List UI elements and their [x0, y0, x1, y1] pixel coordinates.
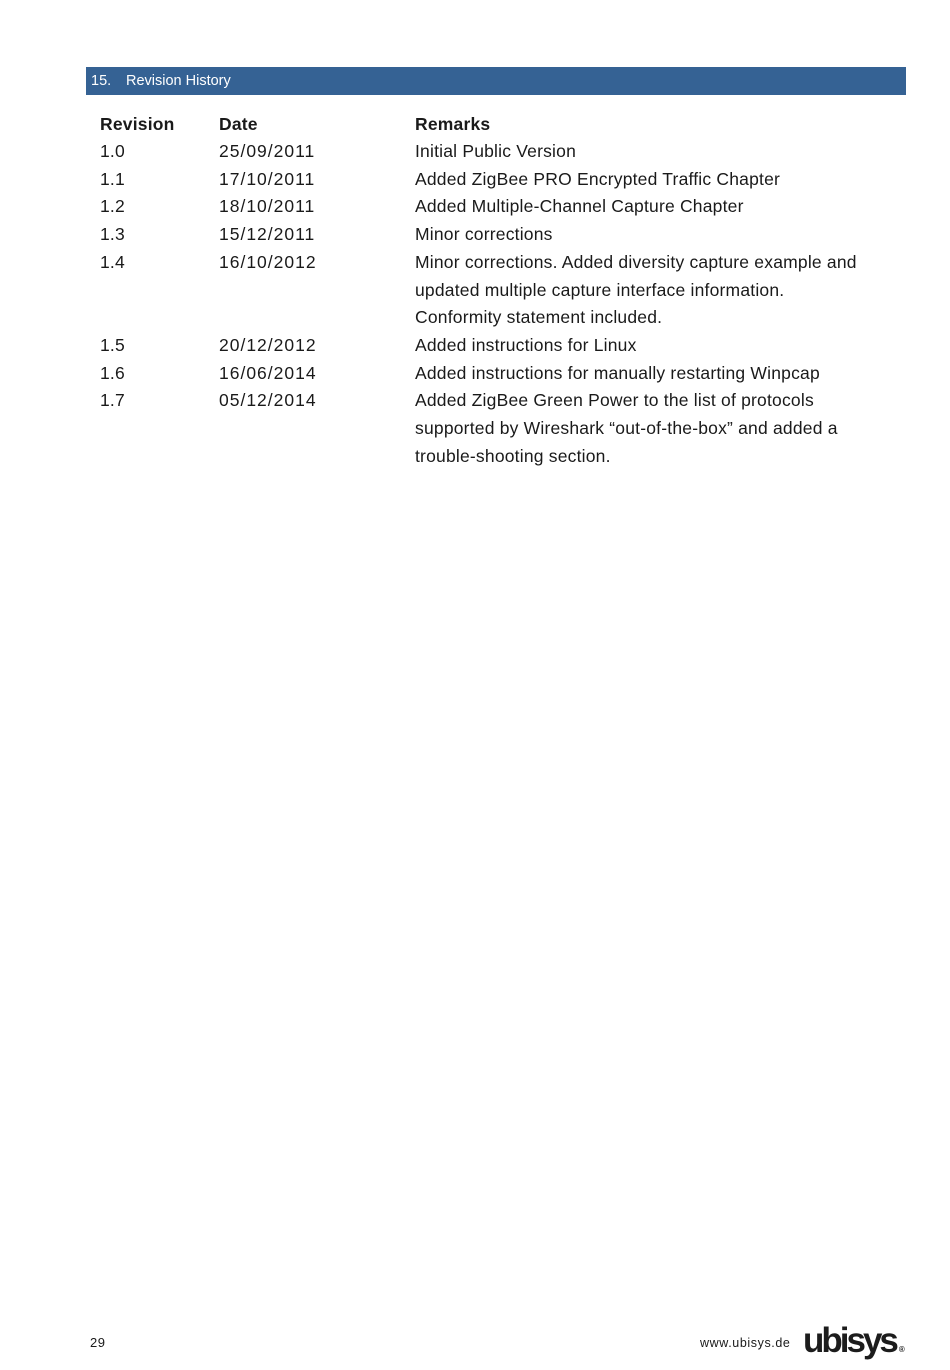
date-cell: 16/10/2012 — [219, 251, 317, 272]
revision-cell: 1.3 — [100, 224, 125, 245]
remarks-cell: Initial Public Version — [415, 141, 577, 161]
header-revision: Revision — [100, 114, 175, 134]
table-row — [100, 166, 880, 194]
remarks-cell: Added instructions for manually restarting Winpcap — [415, 362, 820, 383]
header-date: Date — [219, 114, 258, 134]
logo-wordmark: ubisys — [803, 1321, 896, 1360]
ubisys-logo — [803, 1321, 905, 1370]
revision-cell: 1.4 — [100, 251, 125, 272]
date-cell: 05/12/2014 — [219, 390, 317, 411]
revision-history-table — [100, 110, 880, 470]
registered-mark: ® — [898, 1345, 905, 1354]
remarks-cell: Minor corrections — [415, 224, 553, 245]
footer-website-url: www.ubisys.de — [700, 1336, 791, 1350]
table-row — [100, 360, 880, 388]
remarks-cell: Added instructions for Linux — [415, 334, 637, 355]
remarks-cell: Added ZigBee Green Power to the list of protocols supported by Wireshark “out-of-the-box” and added a trouble-shooting section. — [415, 390, 838, 466]
revision-cell: 1.2 — [100, 196, 125, 217]
date-cell: 20/12/2012 — [219, 334, 317, 355]
date-cell: 16/06/2014 — [219, 362, 317, 383]
header-remarks: Remarks — [415, 114, 491, 134]
revision-cell: 1.6 — [100, 362, 125, 383]
table-row — [100, 193, 880, 221]
revision-cell: 1.5 — [100, 334, 125, 355]
section-number: 15. — [91, 73, 112, 89]
table-header-row — [100, 110, 880, 138]
revision-cell: 1.0 — [100, 141, 125, 161]
page-number: 29 — [90, 1335, 106, 1350]
revision-cell: 1.7 — [100, 390, 125, 411]
table-row — [100, 332, 880, 360]
date-cell: 17/10/2011 — [219, 168, 316, 189]
date-cell: 25/09/2011 — [219, 141, 316, 161]
table-row — [100, 138, 880, 166]
remarks-cell: Added Multiple-Channel Capture Chapter — [415, 196, 744, 217]
table-row — [100, 221, 880, 249]
table-row — [100, 387, 880, 470]
section-heading-bar — [86, 67, 906, 95]
revision-cell: 1.1 — [100, 168, 125, 189]
section-title: Revision History — [126, 73, 231, 89]
table-row — [100, 249, 880, 332]
remarks-cell: Minor corrections. Added diversity capture example and updated multiple capture interface information. Conformity statement included. — [415, 251, 857, 328]
date-cell: 18/10/2011 — [219, 196, 316, 217]
remarks-cell: Added ZigBee PRO Encrypted Traffic Chapter — [415, 168, 781, 189]
date-cell: 15/12/2011 — [219, 224, 316, 245]
